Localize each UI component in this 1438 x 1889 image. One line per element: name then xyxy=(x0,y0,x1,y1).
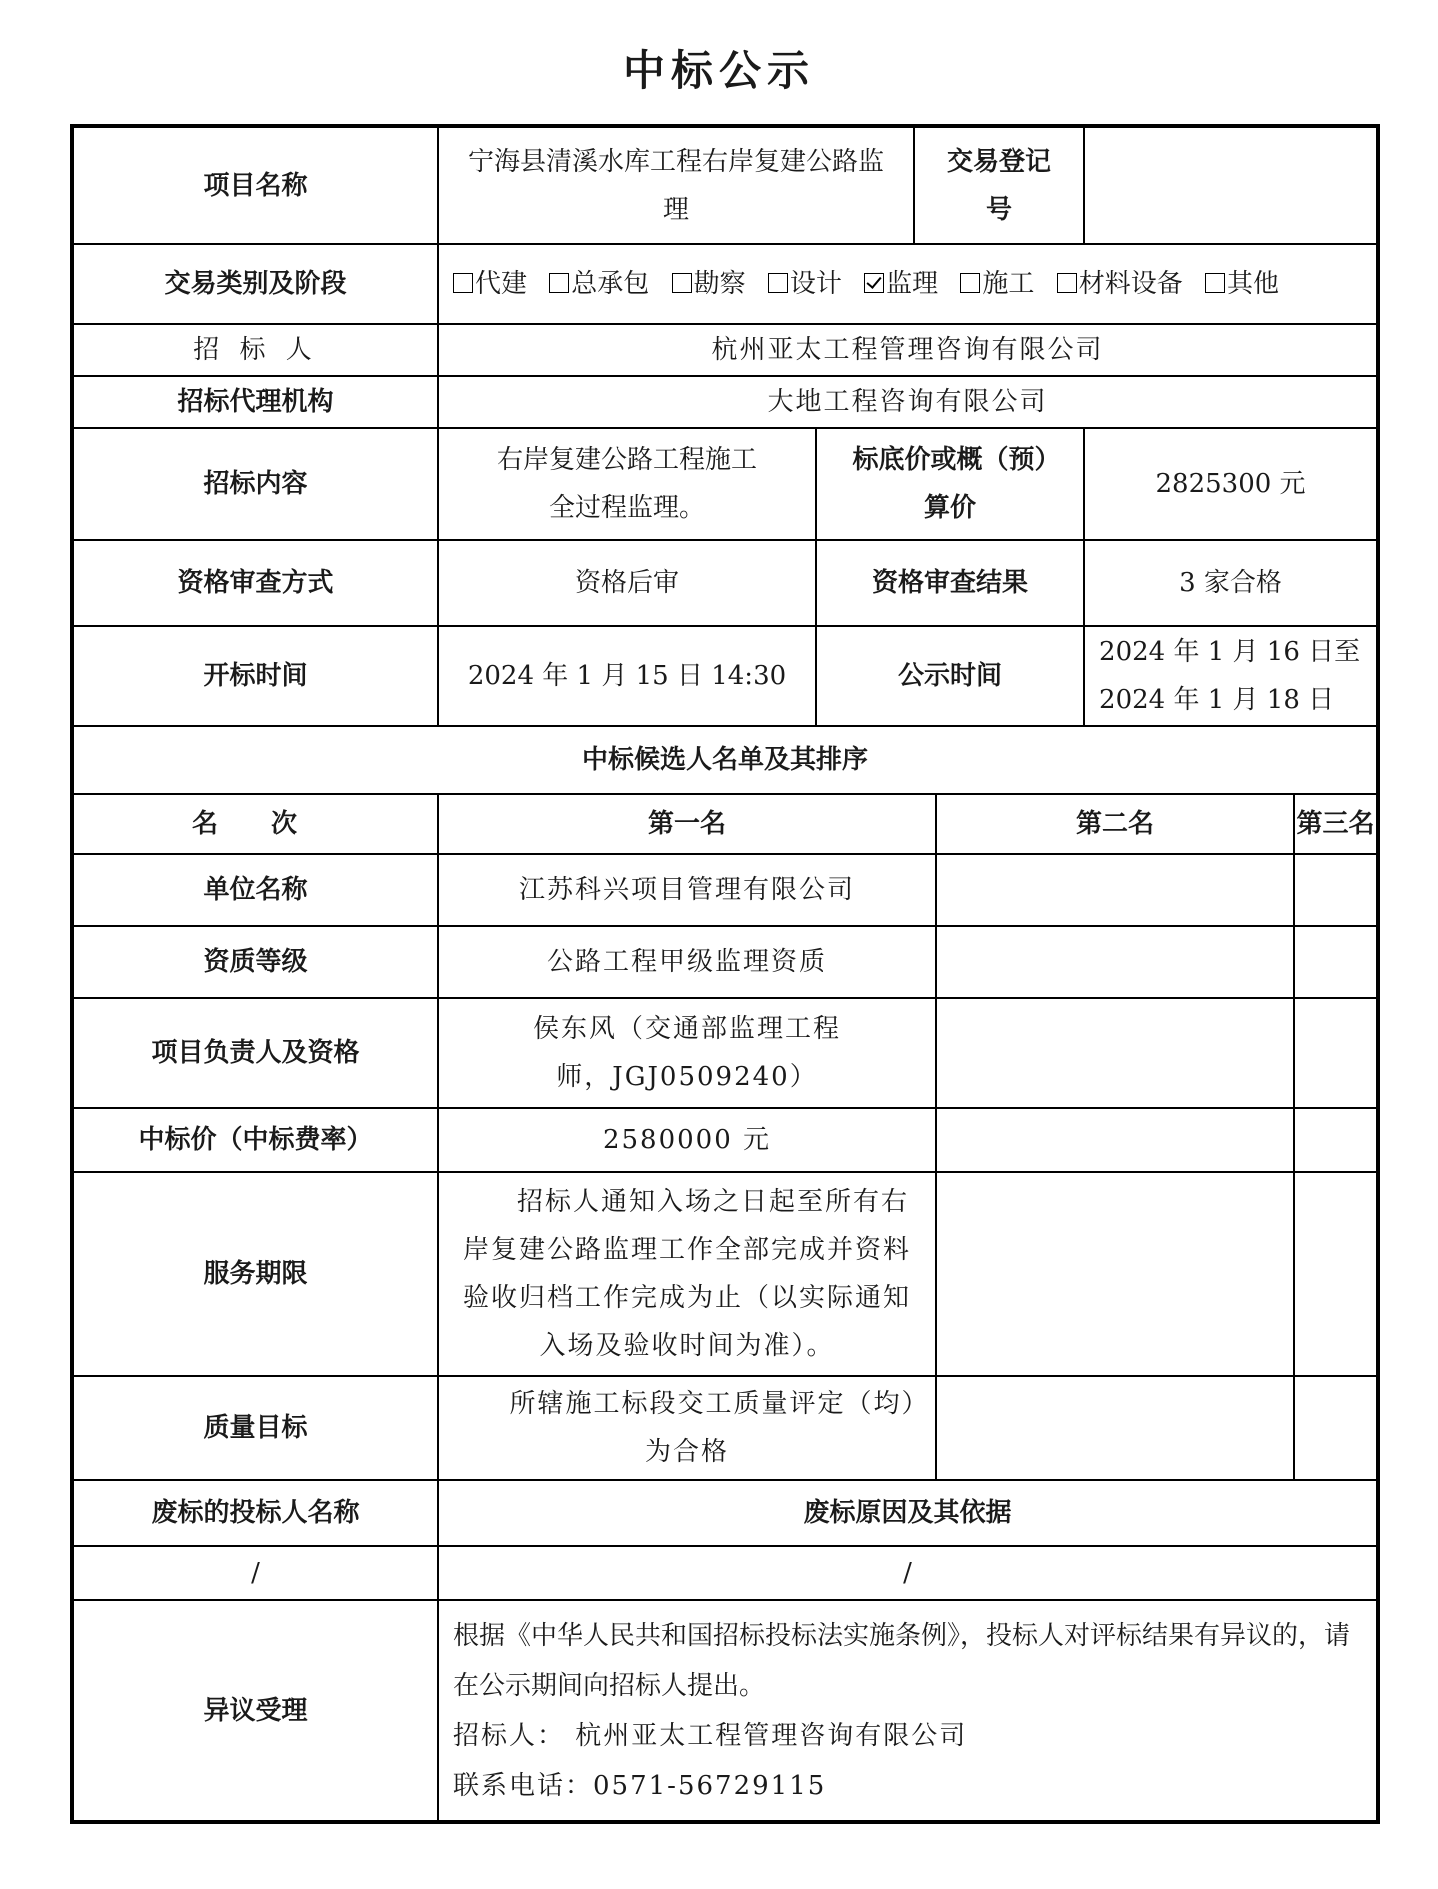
qualification-method-value: 资格后审 xyxy=(438,540,816,626)
objection-row xyxy=(72,1600,1378,1822)
category-row xyxy=(72,244,1378,324)
candidate-first-value: 侯东风（交通部监理工程师，JGJ0509240） xyxy=(438,998,936,1108)
qualification-result-label: 资格审查结果 xyxy=(816,540,1084,626)
candidate-second-value xyxy=(936,854,1294,926)
category-option: 设计 xyxy=(768,269,842,299)
rank-third-header: 第三名 xyxy=(1294,794,1378,854)
registration-label: 交易登记号 xyxy=(914,126,1084,244)
candidate-first-value: 所辖施工标段交工质量评定（均）为合格 xyxy=(438,1376,936,1480)
checkbox-icon xyxy=(960,273,980,293)
checkbox-icon xyxy=(1205,273,1225,293)
disqualified-row xyxy=(72,1546,1378,1600)
category-option: 材料设备 xyxy=(1057,269,1183,299)
checkbox-icon xyxy=(453,273,473,293)
candidate-first-value: 2580000 元 xyxy=(438,1108,936,1172)
publicity-time-label: 公示时间 xyxy=(816,626,1084,726)
candidate-row xyxy=(72,926,1378,998)
candidate-row-label: 质量目标 xyxy=(72,1376,438,1480)
disqualified-name-header: 废标的投标人名称 xyxy=(72,1480,438,1546)
category-option: 勘察 xyxy=(672,269,746,299)
candidates-section-row xyxy=(72,726,1378,794)
candidate-row-label: 单位名称 xyxy=(72,854,438,926)
qualification-result-value: 3 家合格 xyxy=(1084,540,1378,626)
candidate-first-value: 公路工程甲级监理资质 xyxy=(438,926,936,998)
disqualified-reason-header: 废标原因及其依据 xyxy=(438,1480,1378,1546)
candidate-row xyxy=(72,998,1378,1108)
agency-value: 大地工程咨询有限公司 xyxy=(438,376,1378,428)
candidate-third-value xyxy=(1294,1376,1378,1480)
category-options xyxy=(438,244,1378,324)
candidate-row xyxy=(72,1108,1378,1172)
project-row xyxy=(72,126,1378,244)
candidate-third-value xyxy=(1294,926,1378,998)
checkbox-icon xyxy=(768,273,788,293)
price-value: 2825300 元 xyxy=(1084,428,1378,540)
open-time-label: 开标时间 xyxy=(72,626,438,726)
tenderer-label: 招 标 人 xyxy=(72,324,438,376)
objection-phone: 联系电话：0571-56729115 xyxy=(453,1770,827,1801)
disqualified-name-value: / xyxy=(72,1546,438,1600)
content-label: 招标内容 xyxy=(72,428,438,540)
candidate-third-value xyxy=(1294,998,1378,1108)
content-row xyxy=(72,428,1378,540)
timing-row xyxy=(72,626,1378,726)
candidate-third-value xyxy=(1294,1172,1378,1376)
candidate-row-label: 资质等级 xyxy=(72,926,438,998)
rank-label: 名 次 xyxy=(72,794,438,854)
project-name-label: 项目名称 xyxy=(72,126,438,244)
candidate-row-label: 中标价（中标费率） xyxy=(72,1108,438,1172)
candidates-section-title: 中标候选人名单及其排序 xyxy=(72,726,1378,794)
agency-row xyxy=(72,376,1378,428)
rank-header-row xyxy=(72,794,1378,854)
category-option: 施工 xyxy=(960,269,1034,299)
objection-content xyxy=(438,1600,1378,1822)
page-title: 中标公示 xyxy=(622,46,815,95)
registration-value xyxy=(1084,126,1378,244)
candidate-second-value xyxy=(936,1376,1294,1480)
tenderer-row xyxy=(72,324,1378,376)
candidate-first-value: 江苏科兴项目管理有限公司 xyxy=(438,854,936,926)
objection-text: 根据《中华人民共和国招标投标法实施条例》，投标人对评标结果有异议的，请在公示期间向招标人提出。 xyxy=(453,1620,1351,1701)
candidate-third-value xyxy=(1294,1108,1378,1172)
category-option: 监理 xyxy=(864,269,938,299)
award-notice-table xyxy=(70,124,1380,1824)
open-time-value: 2024 年 1 月 15 日 14:30 xyxy=(438,626,816,726)
candidate-row xyxy=(72,1172,1378,1376)
agency-label: 招标代理机构 xyxy=(72,376,438,428)
disqualified-header-row xyxy=(72,1480,1378,1546)
category-option: 代建 xyxy=(453,269,527,299)
candidate-row xyxy=(72,854,1378,926)
category-option: 总承包 xyxy=(549,269,649,299)
objection-tenderer: 招标人： 杭州亚太工程管理咨询有限公司 xyxy=(453,1720,968,1751)
candidate-first-value: 招标人通知入场之日起至所有右岸复建公路监理工作全部完成并资料验收归档工作完成为止（以实际通知入场及验收时间为准）。 xyxy=(438,1172,936,1376)
checkbox-icon xyxy=(1057,273,1077,293)
candidate-second-value xyxy=(936,926,1294,998)
category-label: 交易类别及阶段 xyxy=(72,244,438,324)
candidate-third-value xyxy=(1294,854,1378,926)
disqualified-reason-value: / xyxy=(438,1546,1378,1600)
rank-second-header: 第二名 xyxy=(936,794,1294,854)
content-value: 右岸复建公路工程施工全过程监理。 xyxy=(438,428,816,540)
candidate-second-value xyxy=(936,1108,1294,1172)
checked-checkbox-icon xyxy=(864,273,884,293)
checkbox-icon xyxy=(549,273,569,293)
qualification-method-label: 资格审查方式 xyxy=(72,540,438,626)
checkbox-icon xyxy=(672,273,692,293)
candidate-row-label: 服务期限 xyxy=(72,1172,438,1376)
qualification-row xyxy=(72,540,1378,626)
candidate-row-label: 项目负责人及资格 xyxy=(72,998,438,1108)
project-name-value: 宁海县清溪水库工程右岸复建公路监理 xyxy=(438,126,914,244)
category-option: 其他 xyxy=(1205,269,1279,299)
tenderer-value: 杭州亚太工程管理咨询有限公司 xyxy=(438,324,1378,376)
candidate-second-value xyxy=(936,1172,1294,1376)
publicity-time-value: 2024 年 1 月 16 日至 2024 年 1 月 18 日 xyxy=(1084,626,1378,726)
candidate-second-value xyxy=(936,998,1294,1108)
price-label: 标底价或概（预）算价 xyxy=(816,428,1084,540)
rank-first-header: 第一名 xyxy=(438,794,936,854)
candidate-row xyxy=(72,1376,1378,1480)
objection-label: 异议受理 xyxy=(72,1600,438,1822)
